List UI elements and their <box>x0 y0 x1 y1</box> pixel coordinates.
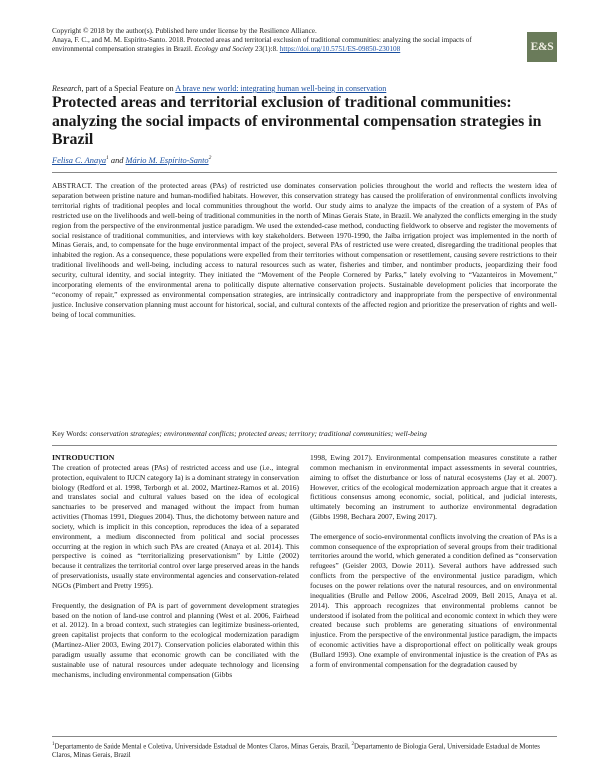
author-separator: and <box>108 155 126 165</box>
special-feature-link[interactable]: A brave new world: integrating human well-being in conservation <box>175 84 387 93</box>
citation-volume: 23(1):8. <box>253 45 280 54</box>
author-affil-marker-2: 2 <box>208 155 212 161</box>
abstract-label: ABSTRACT. <box>52 181 93 190</box>
citation-header <box>52 27 512 55</box>
divider-top <box>52 172 557 173</box>
article-type: Research <box>52 84 82 93</box>
body-paragraph: The creation of protected areas (PAs) of restricted access and use (i.e., integral protection, equivalent to IUCN category Ia) is a dominant strategy in conservation biology (Redford et al. 1998, Terborgh et al. 2002, Martinez-Ramos et al. 2016) and translates social and cultural values based on the idea of ecological sanctuaries to be preserved and managed without the impact from human activities (Thomas 1991, Diegues 2004). Thus, the dichotomy between nature and society, which is implicit in this conception, reproduces the idea of a separated environment, a medium disconnected from political and social processes occurring at the region in which such PAs are created (Anaya et al. 2014). This perspective is coined as “territorializing preservationism” by Little (2002) because it centralizes the territorial control over large preserved areas in the hands of preservationists, usually state environmental agencies and conservation-related NGOs (Pimbert and Pretty 1995). <box>52 462 300 590</box>
journal-name: Ecology and Society <box>194 45 254 54</box>
body-paragraph: The emergence of socio-environmental conflicts involving the creation of PAs is a common consequence of the expropriation of several groups from their traditional territories around the world, which generated a condition defined as “conservation refugees” (Geisler 2003, Dowie 2011). Several authors have addressed such conflicts from the perspective of the environmental justice paradigm, which focuses on the power relations over the natural resources, and on environmental inequalities (Brulle and Pellow 2006, Ascelrad 2009, Bell 2015, Anaya et al. 2014). This approach recognizes that environmental problems cannot be understood if isolated from the political and economic context in which they were created because such problems are generating situations of environmental injustice. From the perspective of the environmental justice paradigm, the impacts of economic activities have a disproportional effect on politically weak groups (Bullard 1993). One example of environmental injustice is the creation of PAs as a form of environmental compensation for the degradation caused by <box>310 531 557 669</box>
affiliation-2: Departamento de Biologia Geral, Universidade Estadual de Montes Claros, Minas Gerais, Brazil <box>52 743 540 760</box>
affiliation-1: Departamento de Saúde Mental e Coletiva, Universidade Estadual de Montes Claros, Minas Gerais, Brazil, <box>54 743 352 751</box>
author-affil-marker-1: 1 <box>106 155 109 161</box>
citation-line <box>52 36 512 54</box>
keywords-label: Key Words: <box>52 429 90 438</box>
author-list <box>52 155 211 165</box>
copyright-line: Copyright © 2018 by the author(s). Published here under license by the Resilience Alliance. <box>52 27 317 35</box>
affiliations-footnote <box>52 741 557 761</box>
author-link-2[interactable]: Mário M. Espírito-Santo <box>125 155 209 165</box>
section-heading-introduction: INTRODUCTION <box>52 453 115 462</box>
doi-link[interactable]: https://doi.org/10.5751/ES-09850-230108 <box>279 45 401 54</box>
article-title: Protected areas and territorial exclusion of traditional communities: analyzing the social impacts of environmental compensation strategies in Brazil <box>52 94 542 148</box>
research-line <box>52 84 386 93</box>
body-column-left <box>52 453 299 689</box>
keywords-text: conservation strategies; environmental conflicts; protected areas; territory; traditional communities; well-being <box>89 429 427 438</box>
journal-logo: E&S <box>527 32 557 62</box>
affil-marker-2: 2 <box>351 742 354 747</box>
divider-keywords <box>52 445 557 446</box>
abstract-text: The creation of the protected areas (PAs) of restricted use dominates conservation policies throughout the world and reflects the western idea of separation between pristine nature and human-modified habitats. However, this conservation strategy has caused the proliferation of environmental conflicts involving territorial rights of traditional peoples and local communities throughout the world. Our study aims to analyze the impacts of the creation of a system of PAs of restricted use on the livelihoods and well-being of traditional communities in the north of Minas Gerais State, in Brazil. We analyzed the conflicts emerging in the study region from the perspective of the environmental justice paradigm. We used the extended-case method, conducting fieldwork to observe and register the movements of social resistance of traditional communities, and interviews with key stakeholders. Between 1970-1990, the Jaíba irrigation project was implemented in the north of Minas Gerais, and, to compensate for the huge environmental impact of the project, several PAs of restricted use were created, disregarding the traditional peoples that inhabited the region. As a consequence, these populations were expelled from their territories without compensation or resettlement, causing severe restrictions to their traditional livelihoods and well-being, including access to natural resources such as water, fisheries and timber, and nontimber products, jeopardizing their food security, cultural identity, and social integrity. They initiated the “Movement of the People Cornered by Parks,” lately evolving to “Vazanteiros in Movement,” incorporating elements of the environmental arena to politically dispute alternative conservation projects. Sustainable development policies that incorporate the “economy of repair,” expressed as environmental compensation strategies, are intrinsically contradictory and inappropriate from the perspective of environmental justice. Inclusive conservation planning must account for historical, social, and cultural contexts of the affected region and prioritize the preservation of rights and well-being of local communities. <box>52 181 557 319</box>
affil-marker-1: 1 <box>52 742 55 747</box>
body-paragraph: 1998, Ewing 2017). Environmental compensation measures constitute a rather common mechanism in environmental impact assessments in several countries, aiming to offset the disturbance or loss of natural ecosystems (Jay et al. 2007). However, critics of the ecological modernization approach argue that it creates a fictitious consensus among economic, social, political, and judicial interests, ultimately becoming an instrument to authorize environmental degradation (Gibbs 1998, Bechara 2007, Ewing 2017). <box>310 453 557 522</box>
abstract <box>52 181 557 320</box>
research-line-text: , part of a Special Feature on <box>81 84 176 93</box>
citation-text: Anaya, F. C., and M. M. Espírito-Santo. 2018. Protected areas and territorial exclusion of traditional communities: analyzing the social impacts of environmental compensation strategies in Brazil. <box>52 36 472 54</box>
author-link-1[interactable]: Felisa C. Anaya <box>52 155 107 165</box>
body-column-right <box>310 453 557 679</box>
divider-footnote <box>52 736 557 737</box>
keywords <box>52 429 557 438</box>
body-paragraph: Frequently, the designation of PA is part of government development strategies based on the notion of land-use control and planning (West et al. 2006, Fairhead et al. 2012). In a broad context, such strategies can legitimize business-oriented, green capitalist projects that conform to the ecological modernization paradigm (Martinez-Alier 2003, Ewing 2017). Conservation policies elaborated within this paradigm usually assume that economic growth can be conciliated with the sustainable use of natural resources under adequate technology and licensing mechanisms, including environmental compensation (Gibbs <box>52 600 299 679</box>
